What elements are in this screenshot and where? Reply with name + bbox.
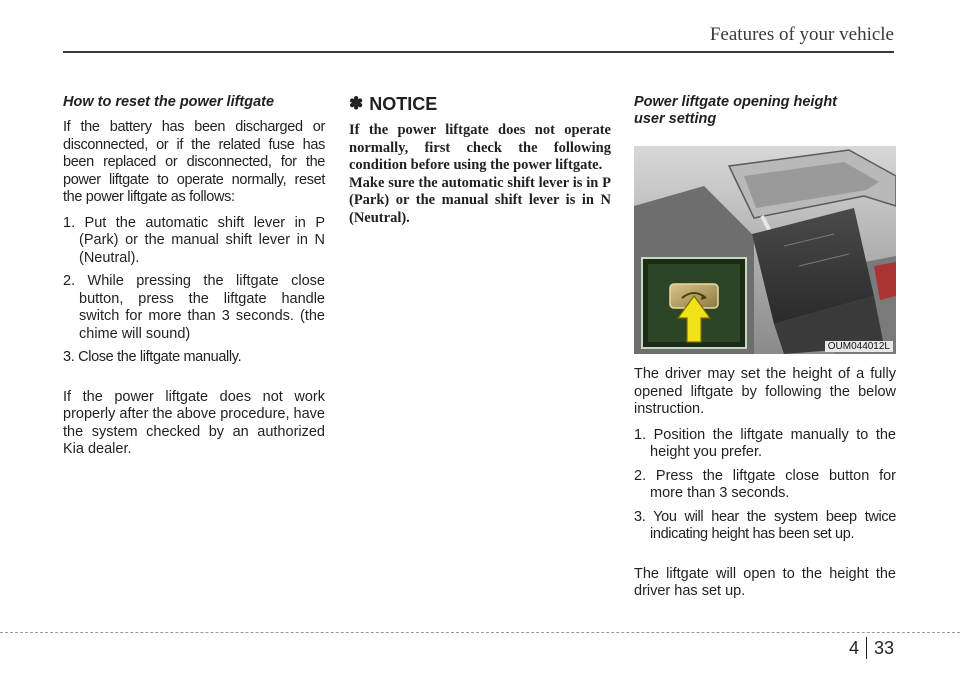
page-number-divider <box>866 637 867 659</box>
page-header-title: Features of your vehicle <box>709 24 894 45</box>
reset-step-1: 1. Put the automatic shift lever in P (Park) or the manual shift lever in N (Neutral). <box>63 214 325 266</box>
notice-heading-text: NOTICE <box>369 94 438 114</box>
liftgate-illustration <box>634 146 896 354</box>
height-steps <box>634 427 896 544</box>
height-heading-line-2: user setting <box>634 111 717 127</box>
height-heading-line-1: Power liftgate opening height <box>634 94 837 110</box>
height-step-1: 1. Position the liftgate manually to the height you prefer. <box>634 426 896 460</box>
height-intro: The driver may set the height of a fully opened liftgate by following the below instruction. <box>634 366 896 417</box>
image-code-label: OUM044012L <box>825 341 893 352</box>
reset-heading: How to reset the power liftgate <box>63 94 275 110</box>
reset-step-2: 2. While pressing the liftgate close button, press the liftgate handle switch for more than 3 seconds. (the chime will sound) <box>63 273 325 342</box>
height-setting-section <box>634 94 896 601</box>
height-heading <box>634 94 896 128</box>
page-number <box>849 637 894 659</box>
reset-closing: If the power liftgate does not work properly after the above procedure, have the system checked by an authorized Kia dealer. <box>63 388 325 457</box>
height-step-3: 3. You will hear the system beep twice indicating height has been set up. <box>634 508 896 542</box>
reset-liftgate-section <box>63 94 325 459</box>
reset-steps <box>63 215 325 367</box>
notice-heading <box>349 94 611 114</box>
notice-section <box>349 94 611 227</box>
liftgate-photo <box>634 146 896 354</box>
notice-line-2: Make sure the automatic shift lever is in P (Park) or the manual shift lever is in N (Neutral). <box>349 174 611 226</box>
reset-intro: If the battery has been discharged or disconnected, or if the related fuse has been replaced or disconnected, for the power liftgate to operate normally, reset the power liftgate as follows: <box>63 119 325 205</box>
height-step-2: 2. Press the liftgate close button for more than 3 seconds. <box>634 467 896 501</box>
header-rule <box>63 51 894 53</box>
chapter-number: 4 <box>848 637 859 658</box>
reset-step-3: 3. Close the liftgate manually. <box>63 349 242 365</box>
notice-star-icon: ✽ <box>349 94 364 113</box>
page-number-value: 33 <box>873 637 894 658</box>
footer-rule <box>0 632 960 633</box>
notice-line-1: If the power liftgate does not operate normally, first check the following condition before using the power liftgate. <box>349 122 611 173</box>
height-closing: The liftgate will open to the height the driver has set up. <box>634 565 896 599</box>
